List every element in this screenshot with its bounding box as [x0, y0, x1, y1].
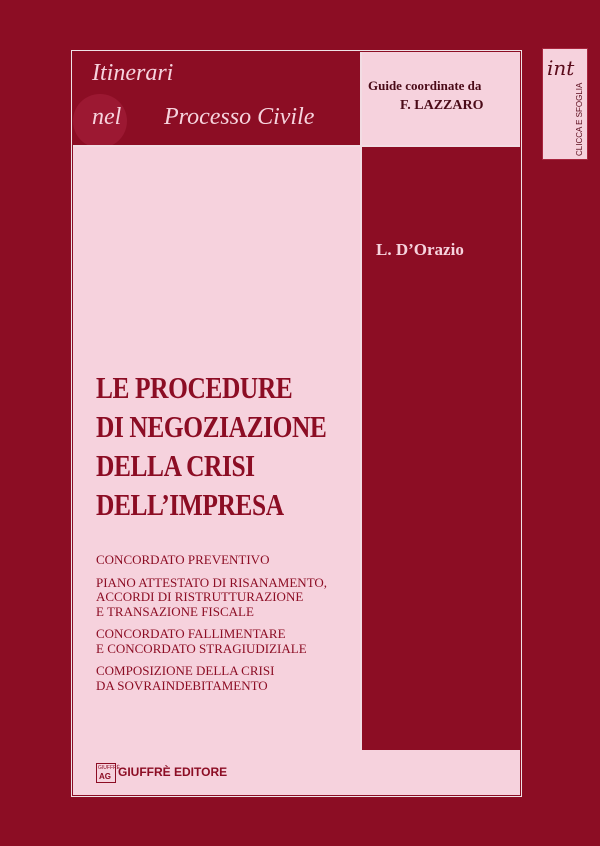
title-line: LE PROCEDURE [96, 370, 293, 405]
guide-label: Guide coordinate da [368, 78, 482, 93]
subtitle-line: CONCORDATO FALLIMENTARE [96, 626, 286, 641]
series-title-word-nel: nel [92, 104, 122, 130]
series-title-line1: Itinerari [92, 60, 174, 86]
subtitle-line: PIANO ATTESTATO DI RISANAMENTO, [96, 574, 328, 590]
author-panel [362, 147, 520, 750]
publisher-logo [96, 763, 120, 783]
subtitle-line: E TRANSAZIONE FISCALE [96, 603, 254, 619]
series-title-line2: Processo Civile [164, 104, 315, 130]
badge-vertical-text: CLICCA E SFOGLIA [575, 82, 584, 156]
subtitle-list [96, 553, 356, 701]
publisher-name: GIUFFRÈ EDITORE [118, 765, 228, 779]
publisher-logo-top: GIUFFRÈ [98, 765, 120, 771]
author-name: L. D’Orazio [376, 240, 464, 259]
subtitle-line: E CONCORDATO STRAGIUDIZIALE [96, 640, 307, 656]
title-line: DELLA CRISI [96, 448, 255, 483]
subtitle-line: CONCORDATO PREVENTIVO [96, 552, 270, 567]
subtitle-line: ACCORDI DI RISTRUTTURAZIONE [96, 589, 304, 604]
subtitle-line: DA SOVRAINDEBITAMENTO [96, 677, 268, 693]
subtitle-item [96, 664, 356, 693]
title-line: DI NEGOZIAZIONE [96, 409, 327, 444]
subtitle-item [96, 576, 356, 620]
guide-editor: F. LAZZARO [400, 98, 484, 113]
book-title [96, 368, 366, 524]
subtitle-item [96, 553, 356, 568]
subtitle-line: COMPOSIZIONE DELLA CRISI [96, 663, 275, 678]
publisher-logo-mark: AG [99, 772, 111, 781]
int-logo-icon: int [547, 56, 575, 80]
subtitle-item [96, 627, 356, 656]
author-panel-footer [362, 750, 520, 795]
title-line: DELL’IMPRESA [96, 487, 284, 522]
